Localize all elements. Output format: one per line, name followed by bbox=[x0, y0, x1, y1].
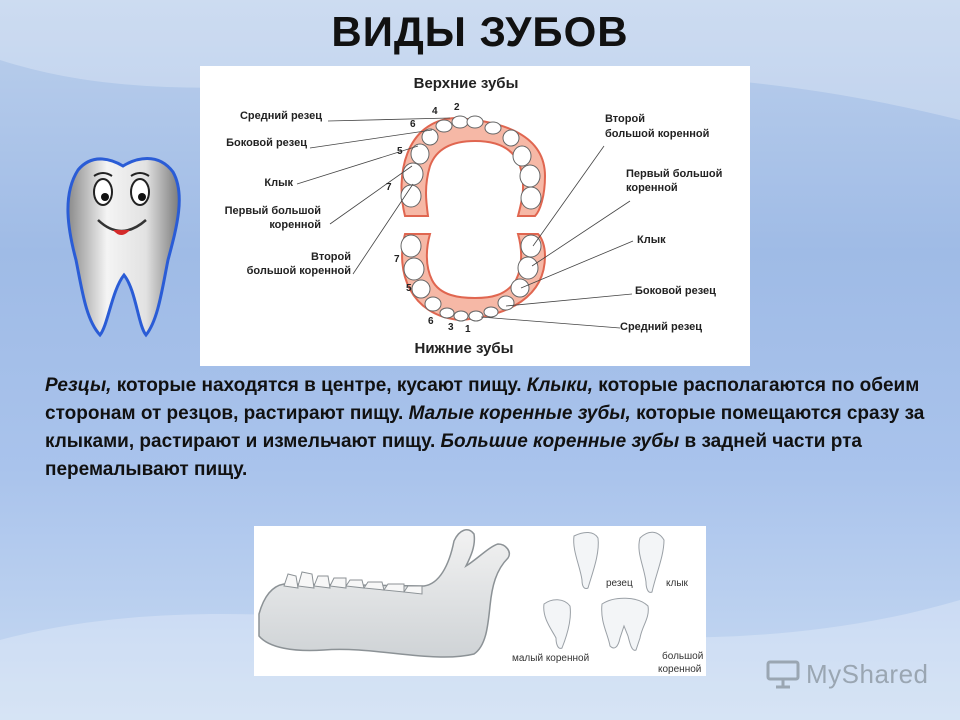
label-right-first-molar-line2: коренной bbox=[626, 182, 678, 194]
tooth-number: 5 bbox=[406, 283, 412, 294]
label-right-canine: Клык bbox=[637, 234, 666, 246]
leader-lines bbox=[297, 118, 633, 328]
term-molars: Большие коренные зубы bbox=[440, 431, 680, 452]
watermark-logo bbox=[766, 656, 929, 692]
term-premolars: Малые коренные зубы, bbox=[408, 403, 631, 424]
caption-molar-line1: большой bbox=[662, 651, 704, 662]
description-text: которые находятся в центре, кусают пищу. bbox=[111, 375, 527, 396]
caption-canine: клык bbox=[666, 578, 688, 589]
label-left-central-incisor: Средний резец bbox=[239, 110, 322, 122]
label-right-second-molar-line2: большой коренной bbox=[605, 128, 710, 140]
term-incisors: Резцы, bbox=[45, 375, 112, 396]
label-left-second-molar-line1: Второй bbox=[311, 251, 351, 263]
label-left-first-molar-line1: Первый большой bbox=[224, 205, 321, 217]
tooth-number: 4 bbox=[432, 106, 438, 117]
label-right-second-molar-line1: Второй bbox=[605, 113, 645, 125]
tooth-number: 5 bbox=[397, 146, 403, 157]
description-text: которые располагаются по обеим сторонам от резцов, растирают пищу. bbox=[45, 375, 920, 424]
mandible-bone bbox=[259, 530, 509, 657]
label-left-canine: Клык bbox=[264, 177, 293, 189]
caption-molar-line2: коренной bbox=[658, 664, 702, 675]
watermark-text: MyShared bbox=[806, 658, 929, 689]
tooth-number: 7 bbox=[386, 182, 392, 193]
label-right-central-incisor: Средний резец bbox=[620, 321, 703, 333]
description-text: которые помещаются сразу за клыками, растирают и измельчают пищу. bbox=[45, 403, 925, 452]
lower-teeth-header: Нижние зубы bbox=[414, 340, 514, 357]
molar-tooth bbox=[602, 598, 649, 650]
label-right-lateral-incisor: Боковой резец bbox=[635, 285, 716, 297]
tooth-number: 6 bbox=[428, 316, 434, 327]
tooth-number: 7 bbox=[394, 254, 400, 265]
caption-incisor: резец bbox=[606, 578, 633, 589]
slide-title: ВИДЫ ЗУБОВ bbox=[331, 8, 629, 55]
tooth-number: 1 bbox=[465, 324, 471, 335]
tooth-mascot-icon bbox=[58, 150, 188, 340]
label-left-lateral-incisor: Боковой резец bbox=[226, 137, 307, 149]
tooth-number: 6 bbox=[410, 119, 416, 130]
term-canines: Клыки, bbox=[526, 375, 594, 396]
upper-teeth-header: Верхние зубы bbox=[413, 75, 519, 92]
premolar-tooth bbox=[544, 600, 571, 649]
presentation-board-icon bbox=[766, 659, 800, 689]
description-paragraph bbox=[45, 372, 925, 484]
tooth-number: 3 bbox=[448, 322, 454, 333]
incisor-tooth bbox=[574, 532, 599, 588]
mandible-diagram bbox=[254, 526, 706, 676]
tooth-number: 2 bbox=[454, 102, 460, 113]
jaw-diagram bbox=[200, 66, 750, 366]
canine-tooth bbox=[639, 532, 664, 592]
label-left-second-molar-line2: большой коренной bbox=[246, 265, 351, 277]
description-text: в задней части рта перемалывают пищу. bbox=[45, 431, 862, 480]
label-right-first-molar-line1: Первый большой bbox=[626, 168, 723, 180]
label-left-first-molar-line2: коренной bbox=[269, 219, 321, 231]
caption-premolar: малый коренной bbox=[512, 653, 590, 664]
